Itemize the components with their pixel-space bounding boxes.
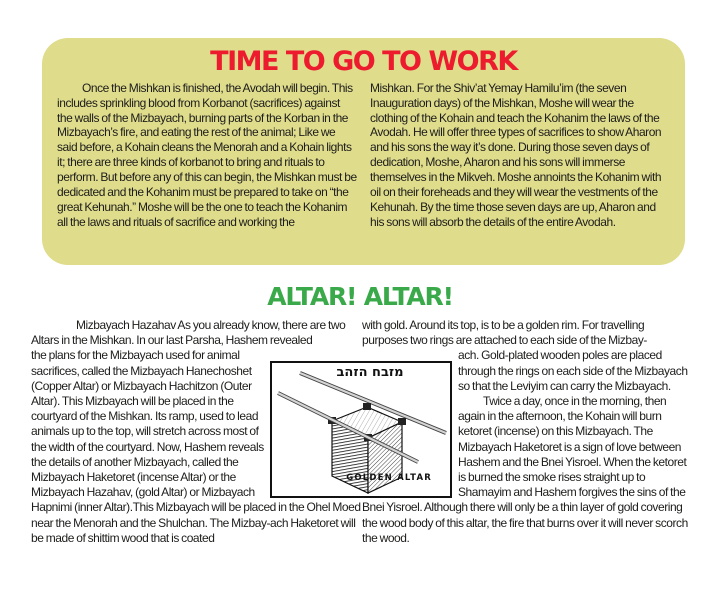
altar-section-title: ALTAR! ALTAR! (267, 282, 453, 311)
work-column-left: Once the Mishkan is finished, the Avodah will begin. This includes sprinkling blood from Korbanot (sacrifices) against the walls of the Mizbayach, burning parts of the Korban in the Mizbayach’s fire, and eating the rest of the animal; Like we said before, a Kohain cleans the Menorah and a Kohain lights it; there are three kinds of korbanot to bring and rituals to perform. But before any of this can begin, the Mishkan must be dedicated and the Kohanim must be prepared to take on “the great Kehunah.” Moshe will be the one to teach the Kohanim all the laws and rituals of sacrifice and working the (57, 80, 357, 229)
altar-left-intro: Mizbayach Hazahav As you already know, there are two Altars in the Mishkan. In our last Parsha, Hashem revealed (31, 318, 346, 348)
golden-altar-caption: GOLDEN ALTAR (346, 473, 432, 483)
altar-left-body: the plans for the Mizbayach used for animal sacrifices, called the Mizbayach Hanechoshet (Copper Altar) or Mizbayach Hachitzon (Outer Altar). This Mizbayach will be placed in the courtyard of the Mishkan. Its ramp, used to lead animals up to the top, will stretch across most of the width of the courtyard. Now, Hashem reveals the details of another Mizbayach, called the Mizbayach Haketoret (incense Altar) or the Mizbayach Hazahav, (gold Altar) or Mizbayach Hapnimi (inner Altar).This Mizbayach will be placed in the Ohel Moed near the Menorah and the Shulchan. The Mizbay-ach Haketoret will be made of shittim wood that is coated (31, 348, 361, 545)
altar-right-body-1: ach. Gold-plated wooden poles are placed through the rings on each side of the Mizbayach so that the Leviyim can carry the Mizbayach. (458, 348, 688, 393)
altar-right-intro: with gold. Around its top, is to be a golden rim. For travelling purposes two rings are attached to each side of the Mizbay- (362, 318, 647, 348)
golden-altar-figure (270, 361, 452, 498)
work-column-right: Mishkan. For the Shiv’at Yemay Hamilu’im (the seven Inauguration days) of the Mishkan, Moshe will wear the clothing of the Kohain and teach the Kohanim the laws of the Avodah. He will offer three types of sacrifices to show Aharon and his sons the way it’s done. During those seven days of dedication, Moshe, Aharon and his sons will immerse themselves in the Mikveh. Moshe annoints the Kohanim with oil on their foreheads and they will wear the vestments of the Kehunah. By the time those seven days are up, Aharon and his sons will absorb the details of the entire Avodah. (370, 80, 662, 229)
figure-hebrew-label: מזבח הזהב (336, 365, 404, 380)
work-section-title: TIME TO GO TO WORK (210, 46, 517, 77)
altar-right-body-2: Twice a day, once in the morning, then again in the afternoon, the Kohain will burn ketoret (incense) on this Mizbayach. The Mizbayach Haketoret is a sign of love between Hashem and the Bnei Yisroel. When the ketoret is burned the smoke rises straight up to Shamayim and Hashem forgives the sins of the Bnei Yisroel. Although there will only be a thin layer of gold covering the wood body of this altar, the fire that burns over it will never scorch the wood. (362, 394, 688, 545)
work-columns (42, 81, 685, 230)
time-to-go-to-work-panel (42, 38, 685, 265)
